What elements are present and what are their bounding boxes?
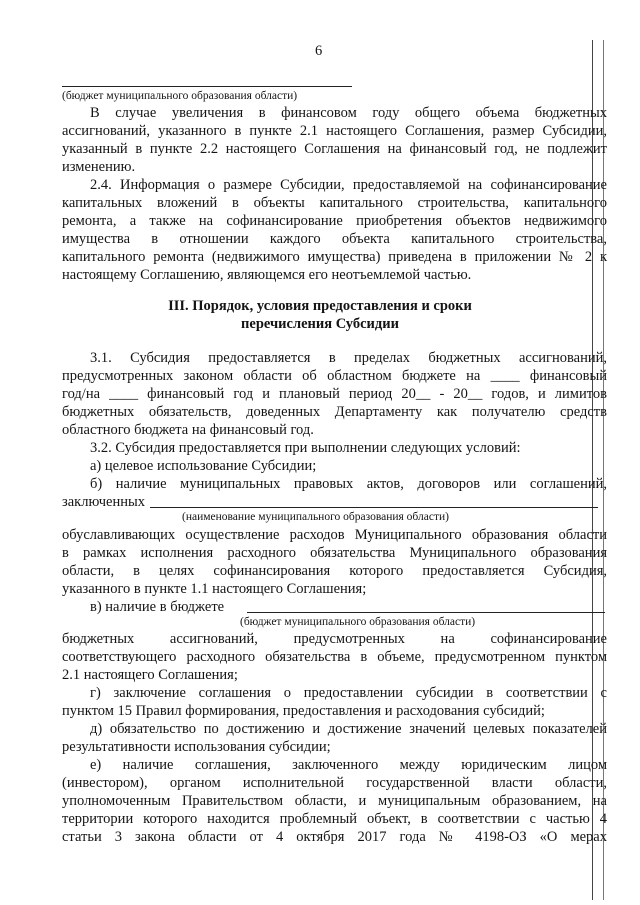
paragraph-line: капитальных вложений в объекты капитального строительства, капитального [62,195,607,211]
fill-line [247,612,605,613]
condition-d: д) обязательство по достижению и достижение значений целевых показателей [90,721,607,737]
section-heading: III. Порядок, условия предоставления и сроки [168,298,472,314]
condition-e: е) наличие соглашения, заключенного между юридическим лицом [90,757,607,773]
paragraph-line: капитального ремонта (недвижимого имущества) приведена в приложении № 2 к [62,249,607,265]
fill-line [62,86,352,87]
field-caption: (наименование муниципального образования области) [182,511,449,523]
condition-g: г) заключение соглашения о предоставлении субсидии в соответствии с [90,685,607,701]
condition-e: уполномоченным Правительством области, и муниципальным образованием, на [62,793,607,809]
section-heading: перечисления Субсидии [241,316,399,332]
paragraph-line: бюджетных обязательств, доведенных Департаменту как получателю средств [62,404,607,420]
paragraph-line: 2.1 настоящего Соглашения; [62,667,238,683]
paragraph-line: указанный в пункте 2.2 настоящего Соглашения на финансовый год, не подлежит [62,141,607,157]
fill-line [150,507,598,508]
paragraph-line: настоящему Соглашению, являющемся его неотъемлемой частью. [62,267,472,283]
condition-e: статьи 3 закона области от 4 октября 2017 года № 4198-ОЗ «О мерах [62,829,607,845]
paragraph-line: В случае увеличения в финансовом году общего объема бюджетных [90,105,607,121]
paragraph-line: имущества в отношении каждого объекта капитального строительства, [62,231,607,247]
condition-g: пунктом 15 Правил формирования, предоставления и расходования субсидий; [62,703,545,719]
paragraph-line: обуславливающих осуществление расходов Муниципального образования области [62,527,607,543]
field-caption: (бюджет муниципального образования области) [62,90,298,102]
paragraph-line: ремонта, а также на софинансирование приобретения объектов недвижимого [62,213,607,229]
paragraph-line: указанного в пункте 1.1 настоящего Соглашения; [62,581,367,597]
condition-e: территории которого находится проблемный объект, в соответствии с частью 4 [62,811,607,827]
paragraph-line: в рамках исполнения расходного обязательства Муниципального образования [62,545,607,561]
paragraph-line: соответствующего расходного обязательства в объеме, предусмотренном пунктом [62,649,607,665]
condition-b: заключенных [62,494,145,510]
condition-v: в) наличие в бюджете [90,599,225,615]
paragraph-line: предусмотренных законом области об областном бюджете на ____ финансовый [62,368,607,384]
condition-e: (инвестором), органом исполнительной государственной власти области, [62,775,607,791]
condition-a: а) целевое использование Субсидии; [90,458,317,474]
field-caption: (бюджет муниципального образования области) [240,616,476,628]
condition-d: результативности использования субсидии; [62,739,331,755]
paragraph-line: изменению. [62,159,136,175]
paragraph-line: бюджетных ассигнований, предусмотренных на софинансирование [62,631,607,647]
paragraph-line: год/на ____ финансовый год и плановый период 20__ - 20__ годов, и лимитов [62,386,607,402]
page-number: 6 [315,43,323,59]
paragraph-line: 3.2. Субсидия предоставляется при выполнении следующих условий: [90,440,521,456]
paragraph-line: областного бюджета на финансовый год. [62,422,314,438]
paragraph-line: 2.4. Информация о размере Субсидии, предоставляемой на софинансирование [90,177,607,193]
paragraph-line: 3.1. Субсидия предоставляется в пределах бюджетных ассигнований, [90,350,607,366]
paragraph-line: ассигнований, указанного в пункте 2.1 настоящего Соглашения, размер Субсидии, [62,123,607,139]
paragraph-line: области, в целях софинансирования которого предоставляется Субсидия, [62,563,607,579]
condition-b: б) наличие муниципальных правовых актов, договоров или соглашений, [90,476,607,492]
